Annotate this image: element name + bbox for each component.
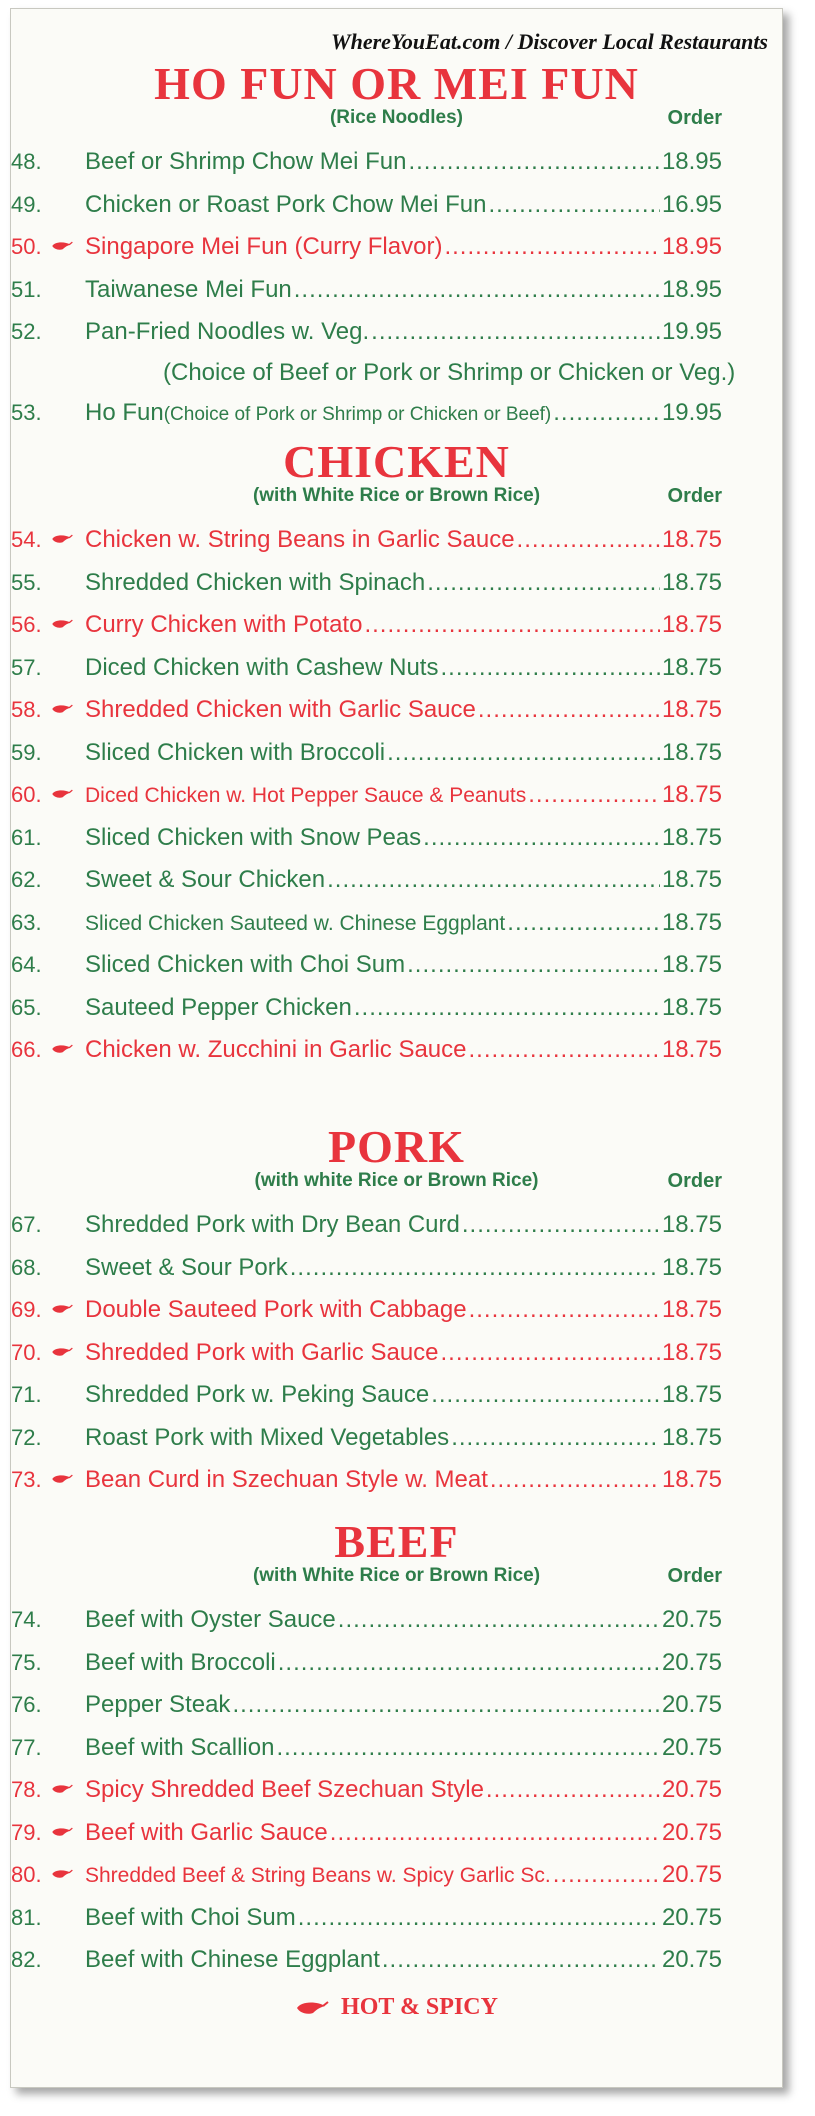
item-price: 18.75 xyxy=(661,1253,722,1281)
item-name xyxy=(85,1332,439,1375)
item-name-text: Curry Chicken with Potato xyxy=(85,611,363,638)
item-price: 20.75 xyxy=(661,1733,722,1761)
item-name xyxy=(85,1897,296,1940)
item-name-text: Taiwanese Mei Fun xyxy=(85,275,292,303)
dot-leader xyxy=(528,774,660,817)
dot-leader xyxy=(507,902,660,945)
item-name xyxy=(85,1684,230,1727)
section-subtitle: (Rice Noodles) xyxy=(329,107,464,128)
item-price: 18.75 xyxy=(661,653,722,681)
dot-leader xyxy=(276,1727,660,1770)
menu-item xyxy=(11,689,782,732)
menu-item xyxy=(11,1812,782,1855)
item-number xyxy=(11,774,85,817)
item-name-text: Singapore Mei Fun (Curry Flavor) xyxy=(85,233,443,260)
item-number-text: 50. xyxy=(11,234,42,259)
pepper-icon xyxy=(51,788,73,800)
item-name-text: Beef with Chinese Eggplant xyxy=(85,1946,380,1973)
section-title: HO FUN OR MEI FUN xyxy=(154,58,639,109)
item-name-text: Sauteed Pepper Chicken xyxy=(85,993,352,1021)
dot-leader xyxy=(408,141,659,184)
dot-leader xyxy=(478,689,660,732)
item-price: 18.75 xyxy=(661,781,722,808)
dot-leader xyxy=(431,1374,660,1417)
item-name xyxy=(85,647,438,690)
item-number-text: 55. xyxy=(11,569,42,595)
item-name-text: Sliced Chicken with Snow Peas xyxy=(85,823,422,851)
item-price: 20.75 xyxy=(661,1648,722,1676)
item-price: 18.75 xyxy=(661,1296,722,1323)
item-number xyxy=(11,1374,85,1417)
item-number-text: 54. xyxy=(11,527,42,552)
menu-item xyxy=(11,1374,782,1417)
menu-item xyxy=(11,732,782,775)
dot-leader xyxy=(407,944,660,987)
item-price: 18.75 xyxy=(661,568,722,596)
item-number xyxy=(11,689,85,732)
item-number xyxy=(11,1247,85,1290)
section-title: BEEF xyxy=(334,1516,459,1567)
menu-item xyxy=(11,1684,782,1727)
item-number-text: 48. xyxy=(11,149,42,174)
item-number xyxy=(11,817,85,860)
item-number-text: 61. xyxy=(11,824,42,850)
item-name-text: Pepper Steak xyxy=(85,1691,231,1718)
menu-item xyxy=(11,817,782,860)
item-number-text: 76. xyxy=(11,1692,42,1717)
item-name xyxy=(85,141,406,184)
section-subtitle: (with White Rice or Brown Rice) xyxy=(252,485,541,506)
dot-leader xyxy=(553,392,660,435)
item-number-text: 51. xyxy=(11,276,42,302)
item-name xyxy=(85,1417,449,1460)
item-number-text: 66. xyxy=(11,1037,42,1062)
item-number xyxy=(11,1642,85,1685)
item-number xyxy=(11,269,85,312)
item-name-text: Sweet & Sour Chicken xyxy=(85,866,326,893)
item-number xyxy=(11,604,85,647)
item-name xyxy=(85,903,505,946)
pepper-icon xyxy=(51,1303,73,1315)
item-number-text: 67. xyxy=(11,1212,42,1237)
dot-leader xyxy=(294,269,660,312)
item-number xyxy=(11,647,85,690)
item-name-text: Shredded Pork with Dry Bean Curd xyxy=(85,1211,460,1238)
dot-leader xyxy=(371,311,660,354)
menu-item xyxy=(11,1459,782,1502)
dot-leader xyxy=(364,604,659,647)
item-number-text: 49. xyxy=(11,191,42,217)
item-name-text: Diced Chicken w. Hot Pepper Sauce & Peanuts xyxy=(85,784,527,807)
menu-item xyxy=(11,1332,782,1375)
item-price: 18.75 xyxy=(661,526,722,553)
item-name xyxy=(85,689,476,732)
dot-leader xyxy=(354,987,660,1030)
item-number-text: 70. xyxy=(11,1339,42,1365)
dot-leader xyxy=(423,817,660,860)
item-number-text: 75. xyxy=(11,1649,42,1675)
legend xyxy=(11,1994,782,2021)
item-number-text: 78. xyxy=(11,1777,42,1802)
pepper-icon xyxy=(51,1868,73,1880)
item-name-text: Shredded Chicken with Spinach xyxy=(85,568,426,596)
item-price: 18.75 xyxy=(661,1381,722,1408)
dot-leader xyxy=(553,1854,660,1897)
item-name-text: Chicken or Roast Pork Chow Mei Fun xyxy=(85,190,487,218)
menu-item xyxy=(11,647,782,690)
item-price: 18.75 xyxy=(661,951,722,978)
item-name-text: Shredded Chicken with Garlic Sauce xyxy=(85,696,476,723)
item-name-text: Sliced Chicken with Choi Sum xyxy=(85,951,406,978)
dot-leader xyxy=(338,1599,660,1642)
menu-item xyxy=(11,1642,782,1685)
menu-item xyxy=(11,1289,782,1332)
item-price: 20.75 xyxy=(661,1861,722,1888)
item-name-text: Beef with Scallion xyxy=(85,1733,275,1761)
item-name-text: Ho Fun xyxy=(85,398,164,426)
item-number xyxy=(11,141,85,184)
item-name xyxy=(85,311,369,354)
item-number-text: 62. xyxy=(11,867,42,892)
menu-page xyxy=(10,8,783,2088)
dot-leader xyxy=(427,562,660,605)
item-name xyxy=(85,1642,276,1685)
item-name xyxy=(85,987,352,1030)
menu-item xyxy=(11,902,782,945)
item-number-text: 69. xyxy=(11,1297,42,1322)
dot-leader xyxy=(441,1332,660,1375)
item-number xyxy=(11,392,85,435)
item-number xyxy=(11,1769,85,1812)
item-number-text: 74. xyxy=(11,1607,42,1632)
item-name xyxy=(85,226,442,269)
item-number-text: 65. xyxy=(11,994,42,1020)
item-price: 18.75 xyxy=(661,823,722,851)
item-number xyxy=(11,1684,85,1727)
item-number xyxy=(11,902,85,945)
menu-item xyxy=(11,1854,782,1897)
item-name xyxy=(85,732,385,775)
item-name xyxy=(85,775,526,818)
order-column-header: Order xyxy=(667,1565,722,1587)
item-number xyxy=(11,1897,85,1940)
menu-item xyxy=(11,859,782,902)
pepper-icon xyxy=(51,533,73,545)
item-name-text: Shredded Pork w. Peking Sauce xyxy=(85,1381,430,1408)
item-number xyxy=(11,1854,85,1897)
item-number-text: 79. xyxy=(11,1819,42,1845)
menu-item xyxy=(11,392,782,435)
item-number-text: 64. xyxy=(11,952,42,977)
item-price: 19.95 xyxy=(661,318,722,345)
item-name-text: Chicken w. Zucchini in Garlic Sauce xyxy=(85,1036,467,1063)
item-number-text: 68. xyxy=(11,1254,42,1280)
item-number xyxy=(11,562,85,605)
dot-leader xyxy=(469,1029,660,1072)
section-subtitle: (with white Rice or Brown Rice) xyxy=(254,1170,539,1191)
item-number-text: 71. xyxy=(11,1382,42,1407)
section-title: PORK xyxy=(328,1121,465,1172)
menu-item xyxy=(11,1939,782,1982)
item-number xyxy=(11,1204,85,1247)
item-price: 18.75 xyxy=(661,908,722,936)
item-name-text: Spicy Shredded Beef Szechuan Style xyxy=(85,1776,484,1803)
menu-item xyxy=(11,604,782,647)
item-number-text: 60. xyxy=(11,782,42,807)
item-price: 18.75 xyxy=(661,1466,722,1493)
item-price: 20.75 xyxy=(661,1818,722,1846)
item-number xyxy=(11,1939,85,1982)
item-name-text: Beef with Broccoli xyxy=(85,1648,276,1676)
item-name-text: Roast Pork with Mixed Vegetables xyxy=(85,1423,450,1451)
item-name-text: Beef with Oyster Sauce xyxy=(85,1606,336,1633)
item-number xyxy=(11,311,85,354)
item-price: 18.95 xyxy=(661,148,722,175)
legend-label: HOT & SPICY xyxy=(341,1994,498,2020)
item-number xyxy=(11,1599,85,1642)
item-name-detail: (Choice of Pork or Shrimp or Chicken or Beef) xyxy=(163,403,552,425)
watermark: WhereYouEat.com / Discover Local Restaurants xyxy=(331,29,768,54)
item-price: 18.75 xyxy=(661,866,722,893)
menu-item xyxy=(11,562,782,605)
section-chicken xyxy=(11,436,782,1072)
order-column-header: Order xyxy=(667,485,722,507)
menu-item xyxy=(11,1417,782,1460)
item-name xyxy=(85,184,486,227)
item-name xyxy=(85,1247,288,1290)
item-price: 20.75 xyxy=(661,1606,722,1633)
item-name xyxy=(85,859,325,902)
item-number xyxy=(11,184,85,227)
item-price: 20.75 xyxy=(661,1691,722,1718)
item-number xyxy=(11,987,85,1030)
item-price: 18.75 xyxy=(661,696,722,723)
item-number xyxy=(11,1727,85,1770)
item-name xyxy=(85,1374,429,1417)
menu-item xyxy=(11,1769,782,1812)
item-name xyxy=(85,1855,551,1898)
item-number xyxy=(11,226,85,269)
item-number xyxy=(11,1459,85,1502)
menu-item xyxy=(11,987,782,1030)
item-number-text: 81. xyxy=(11,1904,42,1930)
dot-leader xyxy=(298,1897,660,1940)
item-price: 18.75 xyxy=(661,611,722,638)
item-number xyxy=(11,732,85,775)
dot-leader xyxy=(440,647,659,690)
item-name-text: Bean Curd in Szechuan Style w. Meat xyxy=(85,1466,488,1493)
item-name-text: Beef with Choi Sum xyxy=(85,1903,296,1931)
item-price: 18.95 xyxy=(661,233,722,260)
item-name-text: Chicken w. String Beans in Garlic Sauce xyxy=(85,526,515,553)
item-number xyxy=(11,1029,85,1072)
item-number-text: 73. xyxy=(11,1467,42,1492)
item-name-text: Sweet & Sour Pork xyxy=(85,1253,288,1281)
menu-item xyxy=(11,944,782,987)
item-price: 19.95 xyxy=(661,398,722,426)
pepper-icon xyxy=(51,1826,73,1838)
item-price: 18.75 xyxy=(661,993,722,1021)
dot-leader xyxy=(330,1812,660,1855)
menu-item xyxy=(11,1599,782,1642)
item-name xyxy=(85,817,421,860)
item-number-text: 72. xyxy=(11,1424,42,1450)
item-number-text: 77. xyxy=(11,1734,42,1760)
menu-item xyxy=(11,141,782,184)
dot-leader xyxy=(486,1769,660,1812)
item-number xyxy=(11,1812,85,1855)
item-name-text: Shredded Beef & String Beans w. Spicy Garlic Sc. xyxy=(85,1864,551,1887)
menu-item xyxy=(11,1897,782,1940)
item-name xyxy=(85,519,515,562)
item-price: 20.75 xyxy=(661,1903,722,1931)
item-price: 18.75 xyxy=(661,1211,722,1238)
item-price: 18.75 xyxy=(661,738,722,766)
item-price: 18.95 xyxy=(661,275,722,303)
item-name-text: Beef or Shrimp Chow Mei Fun xyxy=(85,148,407,175)
section-ho-fun-or-mei-fun xyxy=(11,58,782,434)
dot-leader xyxy=(462,1204,660,1247)
item-number-text: 63. xyxy=(11,909,42,935)
item-number-text: 56. xyxy=(11,612,42,637)
item-number-text: 57. xyxy=(11,654,42,680)
item-name xyxy=(85,1289,467,1332)
item-name xyxy=(85,1459,488,1502)
dot-leader xyxy=(444,226,659,269)
dot-leader xyxy=(327,859,660,902)
menu-item xyxy=(11,269,782,312)
item-name-text: Double Sauteed Pork with Cabbage xyxy=(85,1296,467,1323)
item-name xyxy=(85,1204,460,1247)
item-note: (Choice of Beef or Pork or Shrimp or Chicken or Veg.) xyxy=(163,358,736,386)
section-beef xyxy=(11,1516,782,1982)
menu-item xyxy=(11,226,782,269)
dot-leader xyxy=(490,1459,660,1502)
item-number-text: 59. xyxy=(11,739,42,765)
item-name xyxy=(85,604,362,647)
item-number xyxy=(11,1332,85,1375)
item-name-text: Sliced Chicken Sauteed w. Chinese Eggplant xyxy=(85,911,506,935)
item-name xyxy=(85,1727,274,1770)
item-name xyxy=(85,1939,380,1982)
item-number xyxy=(11,1289,85,1332)
section-subtitle: (with White Rice or Brown Rice) xyxy=(252,1565,541,1586)
item-name xyxy=(85,944,405,987)
item-name-text: Pan-Fried Noodles w. Veg. xyxy=(85,318,370,345)
section-pork xyxy=(11,1121,782,1502)
item-number xyxy=(11,1417,85,1460)
item-name xyxy=(85,1599,336,1642)
dot-leader xyxy=(517,519,660,562)
dot-leader xyxy=(469,1289,660,1332)
item-number xyxy=(11,859,85,902)
pepper-icon xyxy=(51,1043,73,1055)
pepper-icon xyxy=(51,1346,73,1358)
item-name-text: Sliced Chicken with Broccoli xyxy=(85,738,386,766)
pepper-icon xyxy=(51,1783,73,1795)
menu-item xyxy=(11,1247,782,1290)
menu-item xyxy=(11,311,782,354)
item-name-text: Beef with Garlic Sauce xyxy=(85,1818,328,1846)
item-price: 20.75 xyxy=(661,1946,722,1973)
item-name xyxy=(85,1769,484,1812)
menu-item xyxy=(11,519,782,562)
item-number-text: 53. xyxy=(11,399,42,425)
item-number xyxy=(11,944,85,987)
item-price: 20.75 xyxy=(661,1776,722,1803)
dot-leader xyxy=(290,1247,660,1290)
dot-leader xyxy=(488,184,659,227)
menu-item xyxy=(11,184,782,227)
menu-item xyxy=(11,1029,782,1072)
item-number-text: 82. xyxy=(11,1947,42,1972)
dot-leader xyxy=(278,1642,660,1685)
item-price: 18.75 xyxy=(661,1338,722,1366)
item-name xyxy=(85,392,551,437)
pepper-icon xyxy=(51,703,73,715)
item-name xyxy=(85,1029,467,1072)
pepper-icon xyxy=(295,1999,329,2017)
dot-leader xyxy=(387,732,660,775)
menu-item xyxy=(11,774,782,817)
pepper-icon xyxy=(51,1473,73,1485)
pepper-icon xyxy=(51,618,73,630)
order-column-header: Order xyxy=(667,1170,722,1192)
item-name-text: Shredded Pork with Garlic Sauce xyxy=(85,1338,439,1366)
item-number-text: 52. xyxy=(11,319,42,344)
menu-item xyxy=(11,1727,782,1770)
item-name xyxy=(85,269,292,312)
item-number xyxy=(11,519,85,562)
order-column-header: Order xyxy=(667,107,722,129)
menu-item xyxy=(11,1204,782,1247)
dot-leader xyxy=(451,1417,660,1460)
pepper-icon xyxy=(51,240,73,252)
item-price: 18.75 xyxy=(661,1036,722,1063)
dot-leader xyxy=(232,1684,660,1727)
section-title: CHICKEN xyxy=(283,436,510,487)
item-name xyxy=(85,562,425,605)
item-name-text: Diced Chicken with Cashew Nuts xyxy=(85,653,439,681)
item-price: 16.95 xyxy=(661,190,722,218)
item-number-text: 80. xyxy=(11,1862,42,1887)
dot-leader xyxy=(382,1939,660,1982)
item-name xyxy=(85,1812,328,1855)
item-number-text: 58. xyxy=(11,697,42,722)
item-price: 18.75 xyxy=(661,1423,722,1451)
